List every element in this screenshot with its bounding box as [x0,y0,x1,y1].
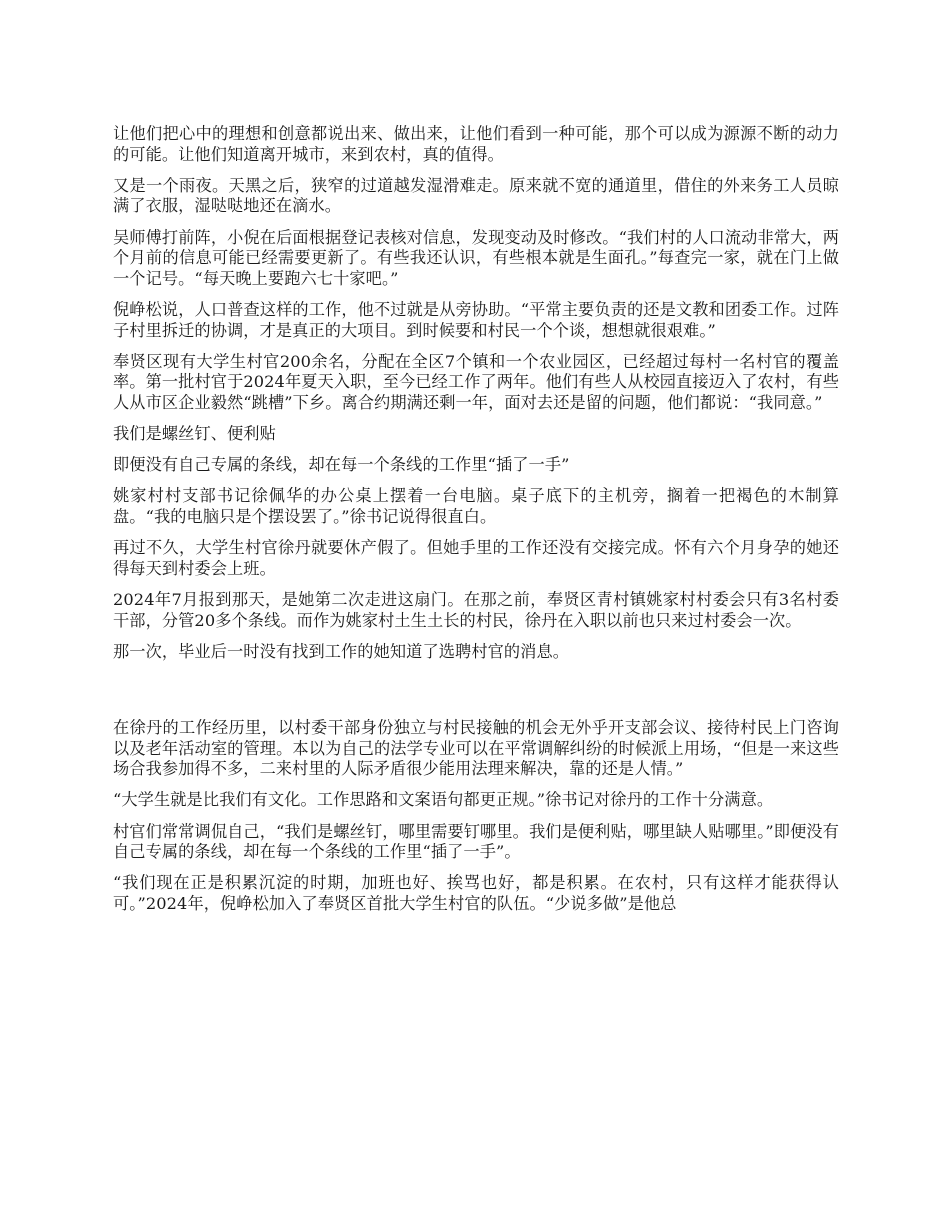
paragraph: 姚家村村支部书记徐佩华的办公桌上摆着一台电脑。桌子底下的主机旁，搁着一把褐色的木制算盘。“我的电脑只是个摆设罢了。”徐书记说得很直白。 [113,486,839,527]
paragraph: 在徐丹的工作经历里，以村委干部身份独立与村民接触的机会无外乎开支部会议、接待村民上门咨询以及老年活动室的管理。本以为自己的法学专业可以在平常调解纠纷的时候派上用场，“但是一来这些场合我参加得不多，二来村里的人际矛盾很少能用法理来解决，靠的还是人情。” [113,718,839,779]
paragraph: “大学生就是比我们有文化。工作思路和文案语句都更正规。”徐书记对徐丹的工作十分满意。 [113,790,774,810]
paragraph: 再过不久，大学生村官徐丹就要休产假了。但她手里的工作还没有交接完成。怀有六个月身孕的她还得每天到村委会上班。 [113,538,839,578]
paragraph: 让他们把心中的理想和创意都说出来、做出来，让他们看到一种可能，那个可以成为源源不断的动力的可能。让他们知道离开城市，来到农村，真的值得。 [113,124,839,164]
document-body [113,124,839,925]
paragraph: 那一次，毕业后一时没有找到工作的她知道了选聘村官的消息。 [113,641,570,661]
section-gap [113,673,839,718]
section-heading: 我们是螺丝钉、便利贴 [113,424,276,444]
paragraph: 倪峥松说，人口普查这样的工作，他不过就是从旁协助。“平常主要负责的还是文教和团委工作。过阵子村里拆迁的协调，才是真正的大项目。到时候要和村民一个个谈，想想就很艰难。” [113,299,839,340]
paragraph: 奉贤区现有大学生村官200余名，分配在全区7个镇和一个农业园区，已经超过每村一名村官的覆盖率。第一批村官于2024年夏天入职，至今已经工作了两年。他们有些人从校园直接迈入了农村，有些人从市区企业毅然“跳槽”下乡。离合约期满还剩一年，面对去还是留的问题，他们都说：“我同意。” [113,351,839,412]
section-subheading: 即便没有自己专属的条线，却在每一个条线的工作里“插了一手” [113,455,570,475]
paragraph: 2024年7月报到那天，是她第二次走进这扇门。在那之前，奉贤区青村镇姚家村村委会只有3名村委干部，分管20多个条线。而作为姚家村土生土长的村民，徐丹在入职以前也只来过村委会一次。 [113,590,839,630]
paragraph: 又是一个雨夜。天黑之后，狭窄的过道越发湿滑难走。原来就不宽的通道里，借住的外来务工人员晾满了衣服，湿哒哒地还在滴水。 [113,175,839,216]
paragraph: “我们现在正是积累沉淀的时期，加班也好、挨骂也好，都是积累。在农村，只有这样才能获得认可。”2024年，倪峥松加入了奉贤区首批大学生村官的队伍。“少说多做”是他总 [113,873,839,913]
paragraph: 吴师傅打前阵，小倪在后面根据登记表核对信息，发现变动及时修改。“我们村的人口流动非常大，两个月前的信息可能已经需要更新了。有些我还认识，有些根本就是生面孔。”每查完一家，就在门上做一个记号。“每天晚上要跑六七十家吧。” [113,227,839,288]
paragraph: 村官们常常调侃自己，“我们是螺丝钉，哪里需要钉哪里。我们是便利贴，哪里缺人贴哪里。”即便没有自己专属的条线，却在每一个条线的工作里“插了一手”。 [113,821,839,862]
